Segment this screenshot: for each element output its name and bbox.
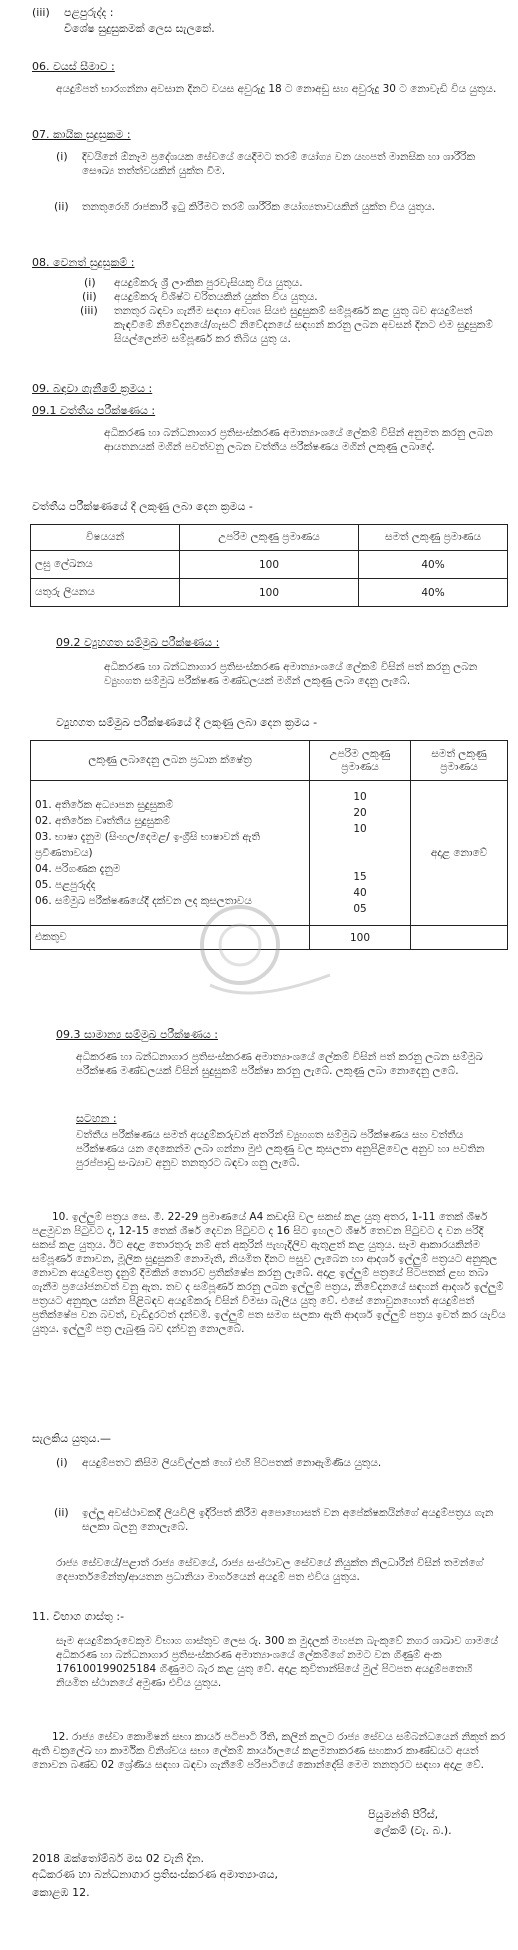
table-header: ලකුණු ලබාදෙනු ලබන ප්‍රධාන ක්ෂේත්‍ර (31, 741, 310, 781)
section-text-conditions: 12. රාජ්‍ය සේවා කොමිෂන් සභා කාර්ය පටිපාටි රීති, කලින් කලට රාජ්‍ය සේවය සම්බන්ධයෙන් නිකුත් කර ඇති චක්‍රලේඛ හා කාර්මික විනිශ්චය සභා ලේකම් කාර්යාලයේ කළමනාකරණ සහකාර කාණ්ඩයට අයත් නොවන බණ්ඩ 02 ශ්‍රේණිය සඳහා බඳවා ගැනීමේ පරිපාටියේ කොන්දේසි මෙම තනතුරට සඳහා අදාළ වේ. (32, 1731, 506, 1771)
max-marks: 05 (353, 903, 367, 915)
criteria-item: 05. පළපුරුද්ද (35, 879, 96, 891)
criteria-item: 04. පරිගණක දැනුම (35, 863, 121, 875)
section-text: රාජ්‍ය සේවයේ/පළාත් රාජ්‍ය සේවයේ, රාජ්‍ය සංස්ථාවල සේවයේ නියුක්ත නිලධාරීන් විසින් තමන්ගේ දෙපාර්තමේන්තු/ආයතන ප්‍රධානියා මාර්ගයෙන් අයදුම් පත එවිය යුතුය. (56, 1557, 484, 1583)
item-number: (i) (84, 276, 96, 289)
section-text: අයදුම්පත් භාරගන්නා අවසාන දිනට වයස අවුරුදු 18 ට නොඅඩු සහ අවුරුදු 30 ට නොවැඩි විය යුතුය. (56, 83, 497, 95)
table-caption: ව්‍යුහගත සම්මුඛ පරීක්ෂණයේ දී ලකුණු ලබා දෙන ක්‍රමය - (56, 716, 318, 729)
section-text: සෑම අයදුම්කරුවෙකුම විභාග ගාස්තුව ලෙස රු. 300 ක මුදලක් මහජන බැංකුවේ නගර ශාඛාව ගාමයේ අධිකරණ හා බන්ධනාගාර ප්‍රතිසංස්කරණ අමාත්‍යාංශයේ ලේකම්ගේ නමට වන ගිණුම් අංක 176100199025184 ගිණුමට බැර කළ යුතු වේ. අදාළ කුවිතාන්සියේ මුල් පිටපත අයදුම්පතෙහි නියමිත ස්ථානයේ අමුණා එවිය යුතුය. (56, 1635, 499, 1689)
list-item: අයදුම්කරු ශ්‍රී ලාංකික පුරවැසියකු විය යුතුය. (114, 277, 303, 289)
signatory-title: ලේකම් (වැ. බ.). (374, 1824, 452, 1837)
item-number: (i) (56, 1456, 68, 1469)
section-heading-physical-qualifications: 07. කායික සුදුසුකම : (32, 128, 131, 141)
issue-date: 2018 ඔක්තෝම්බර් මස 02 වැනි දින. (32, 1852, 205, 1865)
max-marks: 10 (353, 823, 367, 835)
section-heading-exam-fee: 11. විභාග ගාස්තු :- (32, 1610, 125, 1623)
total-label: එකතුව (31, 926, 310, 950)
section-heading-age-limit: 06. වයස් සීමාව : (32, 60, 115, 73)
note-heading: සටහන : (76, 1112, 117, 1125)
max-marks: 40 (353, 887, 367, 899)
subsection-heading: 09.3 සාමාන්‍ය සම්මුඛ පරීක්ෂණය : (56, 1028, 218, 1041)
list-item: ඉල්ලූ අවස්ථාවකදී ලියවිලි ඉදිරිපත් කිරීම අපොහොසත් වන අපේක්ෂකයින්ගේ අයදුම්පත්‍රය ගැන සලකා බලනු නොලැබේ. (82, 1507, 494, 1533)
subsection-heading: 09.2 ව්‍යුහගත සම්මුඛ පරීක්ෂණය : (56, 636, 220, 649)
pass-marks-cell: අදාළ නොවේ (411, 781, 508, 926)
section-heading-other-qualifications: 08. වෙනත් සුදුසුකම් : (32, 256, 135, 269)
list-item: අයදුම්පතට කිසිම ලියවිල්ලක් හෝ එහි පිටපතක් නොඇමිණිය යුතුය. (82, 1457, 382, 1469)
table-header: සමත් ලකුණු ප්‍රමාණය (359, 525, 508, 551)
total-value: 100 (310, 926, 411, 950)
item-number: (ii) (54, 1506, 69, 1519)
section-text: අධිකරණ හා බන්ධනාගාර ප්‍රතිසංස්කරණ අමාත්‍යාංශයේ ලේකම් විසින් පත් කරනු ලබන ව්‍යුහගත සම්මුඛ පරීක්ෂණ මණ්ඩලයක් මගින් ලකුණු ලබා දෙනු ලැබේ. (104, 661, 478, 687)
criteria-item: 06. සම්මුඛ පරීක්ෂණයේදී දක්වන ලද කුසලතාවය (35, 895, 252, 907)
list-item: තනතුරෙහි රාජකාරී ඉටු කිරීමට තරම් ශාරීරික යෝග්‍යතාවයකින් යුක්ත විය යුතුය. (82, 201, 435, 213)
criteria-item: 01. අතිරේක අධ්‍යාපන සුදුසුකම් (35, 799, 174, 811)
ministry-name: අධිකරණ හා බන්ධනාගාර ප්‍රතිසංස්කරණ අමාත්‍යාංශය, (32, 1868, 279, 1881)
item-number: (ii) (54, 200, 69, 213)
section-text-application: 10. ඉල්ලුම් පත්‍රය සෙ. මී. 22-29 ප්‍රමාණයේ A4 කඩදාසි වල සකස් කළ යුතු අතර, 1-11 තෙක් ශීර්ෂ පළමුවන පිටුවට ද, 12-15 තෙක් ශීර්ෂ දෙවන පිටුවට ද 16 සිට ඉහලට ශීර්ෂ තෙවන පිටුවට ද වන පරිදි සකස් කළ යුතුය. ඊට අදාළ තොරතුරු නම් අත් අකුරින් පැහැදිලිව ඇතුළත් කළ යුතුය. සෑම ආකාරයකින්ම සම්පූර්ණ නොවන, මූලික සුදුසුකම් නොමැති, නියමිත දිනට පසුව ලැබෙන හා ආදර්ශ ඉල්ලුම් පත්‍රයට අනුකූල නොවන අයදුම්පත්‍ර දැනුම් දීමකින් තොරව ප්‍රතික්ෂේප කරනු ලැබේ. අදාළ ඉල්ලුම් පත්‍රයේ පිටපතක් ළඟ තබා ගැනීම ප්‍රයෝජනවත් වනු ඇත. තව ද සම්පූර්ණ කරනු ලබන ඉල්ලුම් පත්‍රය, නිවේදනයේ සඳහන් ආදර්ශ ඉල්ලුම් පත්‍රයට අනුකූල යන්න පිළිබඳව අයදුම්කරු විසින් විමසා බැලිය යුතු වේ. එසේ නොවුනහොත් අයදුම්පත් ප්‍රතික්ෂේප වන බවත්, වැඩිදුරටත් දන්වමි. ඉල්ලුම් පත සමග සලකා ඇති ආදර්ශ ඉල්ලුම් පත්‍රය ඉවත් කර යැවිය යුතුය. ඉල්ලුම් පත්‍ර ලැබුණු බව දන්වනු නොලබේ. (32, 1211, 506, 1335)
list-item: දිවයිනේ ඕනෑම ප්‍රදේශයක සේවයේ යෙදීමට තරම් යෝග්‍ය වන යහපත් මානසික හා ශාරීරික සෞඛ්‍ය තත්ත්වයකින් යුක්ත වීම. (82, 151, 476, 177)
watermark-logo (180, 885, 350, 1015)
criteria-item: 03. භාෂා දැනුම (සිංහල/දෙමළ/ ඉංග්‍රීසි භාෂාවන් ඇති ප්‍රවීණතාවය) (35, 831, 261, 859)
item-number: (i) (56, 150, 68, 163)
max-marks: 20 (353, 807, 367, 819)
item-number: (iii) (32, 6, 50, 19)
table-cell: 100 (180, 551, 359, 579)
table-header: විෂයයන් (31, 525, 180, 551)
item-number: (iii) (80, 304, 98, 317)
list-item: තනතුර බඳවා ගැනීම සඳහා අවශ්‍ය සියළු සුදුසුකම් සම්පූර්ණ කළ යුතු බව අයදුම්පත් කැඳවීමේ නිවේදනයේ/ගැසට් නිවේදනයේ සඳහන් කරනු ලබන අවසන් දිනට එම සුදුසුකම් සියල්ලෙන්ම සම්පූර්ණ කර තිබිය යුතු ය. (114, 305, 493, 345)
signatory-name: පියුමන්ති පීරිස්, (368, 1808, 439, 1821)
table-cell: 40% (359, 579, 508, 607)
subsection-heading: 09.1 වත්තීය පරීක්ෂණය : (32, 404, 156, 417)
section-text: විශේෂ සුදුසුකමක් ලෙස සැලකේ. (64, 22, 215, 35)
table-cell: යතුරු ලියනය (31, 579, 180, 607)
section-heading: පළපුරුද්ද : (64, 6, 114, 19)
criteria-item: 02. අතිරේක වෘත්තීය සුදුසුකම් (35, 815, 171, 827)
table-cell: 40% (359, 551, 508, 579)
max-marks: 10 (353, 791, 367, 803)
attention-heading: සැලකිය යුතුය.— (32, 1432, 111, 1445)
table-row (31, 551, 508, 579)
note-text: වත්තීය පරීක්ෂණය සමත් අයදුම්කරුවන් අතරින් ව්‍යුහගත සම්මුඛ පරීක්ෂණය සහ වත්තීය පරීක්ෂණය යන දෙකෙන්ම ලබා ගන්නා මුළු ලකුණු වල කුසලතා අනුපිළිවෙල අනුව හා පවතින පුරප්පාඩු සංඛ්‍යාව අනුව තනතුරට බඳවා ගනු ලැබේ. (76, 1129, 485, 1169)
section-text: අධිකරණ හා බන්ධනාගාර ප්‍රතිසංස්කරණ අමාත්‍යාංශයේ ලේකම් විසින් පත් කරනු ලබන සම්මුඛ පරීක්ෂණ මණ්ඩලයක් විසින් සුදුසුකම් පරීක්ෂා කරනු ලැබේ. ලකුණු ලබා නොදෙනු ලබේ. (76, 1051, 483, 1077)
list-item: අයදුම්කරු විශිෂ්ට චරිතයකින් යුක්ත විය යුතුය. (114, 291, 318, 303)
table-row (31, 579, 508, 607)
table-caption: වත්තීය පරීක්ෂණයේ දී ලකුණු ලබා දෙන ක්‍රමය - (32, 500, 253, 513)
table-cell: ලඝු ලේඛනය (31, 551, 180, 579)
city: කොළඹ 12. (32, 1886, 90, 1899)
table-cell: 100 (180, 579, 359, 607)
table-header: උපරිම ලකුණු ප්‍රමාණය (310, 741, 411, 781)
section-heading-recruitment-method: 09. බඳවා ගැනීමේ ක්‍රමය : (32, 382, 153, 395)
table-header: සමත් ලකුණු ප්‍රමාණය (411, 741, 508, 781)
max-marks: 15 (353, 871, 367, 883)
written-exam-marks-table (30, 524, 508, 607)
table-header: උපරිම ලකුණු ප්‍රමාණය (180, 525, 359, 551)
item-number: (ii) (82, 290, 97, 303)
section-text: අධිකරණ හා බන්ධනාගාර ප්‍රතිසංස්කරණ අමාත්‍යාංශයේ ලේකම් විසින් අනුමත කරනු ලබන ආයතනයක් මගින් පවත්වනු ලබන වත්තීය පරීක්ෂණය මගින් ලකුණු ලබාදේ. (104, 427, 493, 453)
